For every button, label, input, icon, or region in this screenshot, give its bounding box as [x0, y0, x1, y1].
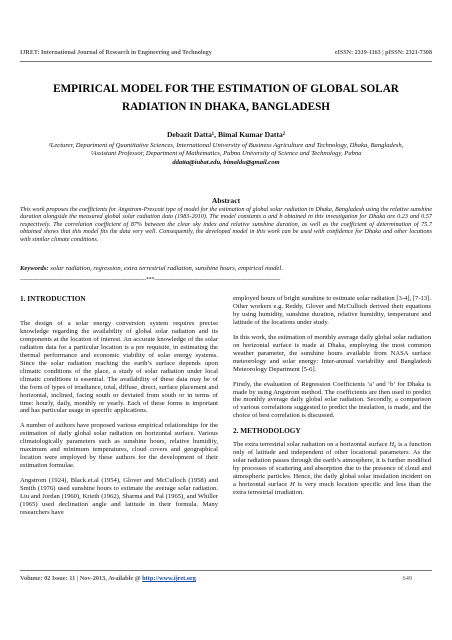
intro-paragraph-1: The design of a solar energy conversion system requires precise knowledge regarding the availability of global solar radiation and its components at the location of interest. An accurate knowledge of the solar radiation data for a particular location is a pre requisite, in estimating the thermal performance and economic viability of solar energy systems. Since the solar radiation reaching the earth’s surface depends upon climatic conditions of the place, a study of solar radiation under local climatic conditions is essential. The availability of these data may be of the form of types of irradiance, total, diffuse, direct, surface placement and horizontal, inclined, facing south or deviated from south or in terms of time: hourly, daily, monthly or yearly. Each of these forms is important and has particular usage in specific applications.	[20, 320, 218, 415]
intro-paragraph-2: A number of authors have proposed various empirical relationships for the estimation of daily global solar radiation on horizontal surface. Various climatologically parameters such as sunshine hours, relative humidity, maximum and minimum temperatures, cloud covers and geographical location were employed by these authors for the development of their estimation formulae.	[20, 422, 218, 470]
journal-header	[20, 50, 432, 56]
paper-title: EMPIRICAL MODEL FOR THE ESTIMATION OF GLOBAL SOLAR RADIATION IN DHAKA, BANGLADESH	[53, 83, 399, 113]
header-rule	[20, 61, 432, 62]
author-emails: ddatta@iubat.edu, bimaldu@gmail.com	[172, 158, 280, 166]
methodology-text-2: is a function only of latitude and independent of other locational parameters. As the solar radiation passes through the earth’s atmosphere, it is further modified by processes of scattering and absorption due to the presence of cloud and atmospheric particles. Hence, the daily global solar insulation incident on a horizontal surface	[233, 441, 431, 489]
right-column	[233, 295, 431, 504]
introduction-heading: 1. INTRODUCTION	[20, 294, 86, 303]
methodology-text-1: The extra terrestrial solar radiation on a horizontal surface	[233, 441, 390, 449]
footer-rule	[20, 570, 432, 571]
symbol-h: H	[290, 481, 295, 489]
footer-volume	[20, 575, 196, 582]
methodology-paragraph	[233, 441, 431, 497]
methodology-text-3: is very much location specific and less than the extra terrestrial irradiation.	[233, 481, 431, 497]
page-footer	[20, 575, 432, 582]
intro-paragraph-4: employed hours of bright sunshine to estimate solar radiation [3-4], [7-13]. Other workers e.g. Reddy, Glover and McCulloch derived their equations by using humidity, sunshine duration, relative humidity, temperature and latitude of the locations under study.	[233, 295, 431, 326]
left-column	[20, 294, 218, 524]
abstract-heading: Abstract	[211, 196, 241, 205]
journal-issn: eISSN: 2319-1163 | pISSN: 2321-7308	[334, 50, 432, 56]
journal-name: IJRET: International Journal of Research in Engineering and Technology	[20, 50, 212, 56]
symbol-h0: H₀	[389, 441, 397, 449]
keywords	[20, 265, 432, 273]
affiliation-1: ¹Lecturer, Department of Quantitative Sciences, International University of Business Agriculture and Technology, Dhaka, Bangladesh,	[48, 142, 404, 149]
intro-paragraph-5: In this work, the estimation of monthly average daily global solar radiation on horizontal surface is made at Dhaka, employing the most common weather parameter, the sunshine hours available from NASA surface meteorology and solar energy: Inter-annual variability and Bangladesh Meteorology Department [5-6].	[233, 333, 431, 373]
section-divider: ----------------------------------------------------------------------***----------------------------------------------------------------------	[20, 277, 281, 283]
page-number: 649	[402, 575, 412, 582]
keywords-label: Keywords:	[20, 265, 49, 272]
intro-paragraph-6: Firstly, the evaluation of Regression Coefficients ‘a’ and ‘b’ for Dhaka is made by using Angstrom method. The coefficients are then used to predict the monthly average daily global solar radiation. Secondly, a comparison of various correlations suggested to predict the insulation, is made, and the choice of best correlation is discussed.	[233, 380, 431, 420]
keywords-text: solar radiation, regression, extra terrestrial radiation, sunshine hours, empirical model.	[50, 265, 283, 272]
abstract-text: This work proposes the coefficients for Angstrom-Prescott type of model for the estimation of global solar radiation in Dhaka, Bangladesh using the relative sunshine duration alongside the measured global solar radiation data (1983-2010). The model constants a and b obtained in this investigation for Dhaka are 0.23 and 0.57 respectively. The correlation coefficient of 87% between the clear sky index and relative sunshine duration, as well as the coefficient of determination of 75.7 obtained shows that this model fits the data very well. Consequently, the developed model in this work can be used with confidence for Dhaka and other locations with similar climate conditions.	[20, 206, 432, 243]
intro-paragraph-3: Angstrom (1924), Black.et.al (1954), Glover and McCulloch (1958) and Smith (1976) used sunshine hours to estimate the average solar radiation. Liu and Jordan (1960), Krieth (1962), Sharma and Pal (1965), and Whiller (1965) used declination angle and latitude in their formula. Many researchers have	[20, 477, 218, 516]
methodology-heading: 2. METHODOLOGY	[233, 426, 301, 436]
authors: Debazit Datta¹, Bimal Kumar Datta²	[166, 130, 286, 139]
journal-url-link[interactable]: http://www.ijret.org	[142, 575, 196, 582]
affiliations	[20, 142, 432, 167]
affiliation-2: ²Assistant Professor, Department of Mathematics, Pabna University of Science and Technology, Pabna	[90, 150, 362, 158]
footer-volume-text: Volume: 02 Issue: 11 | Nov-2013, Available @	[20, 575, 143, 582]
